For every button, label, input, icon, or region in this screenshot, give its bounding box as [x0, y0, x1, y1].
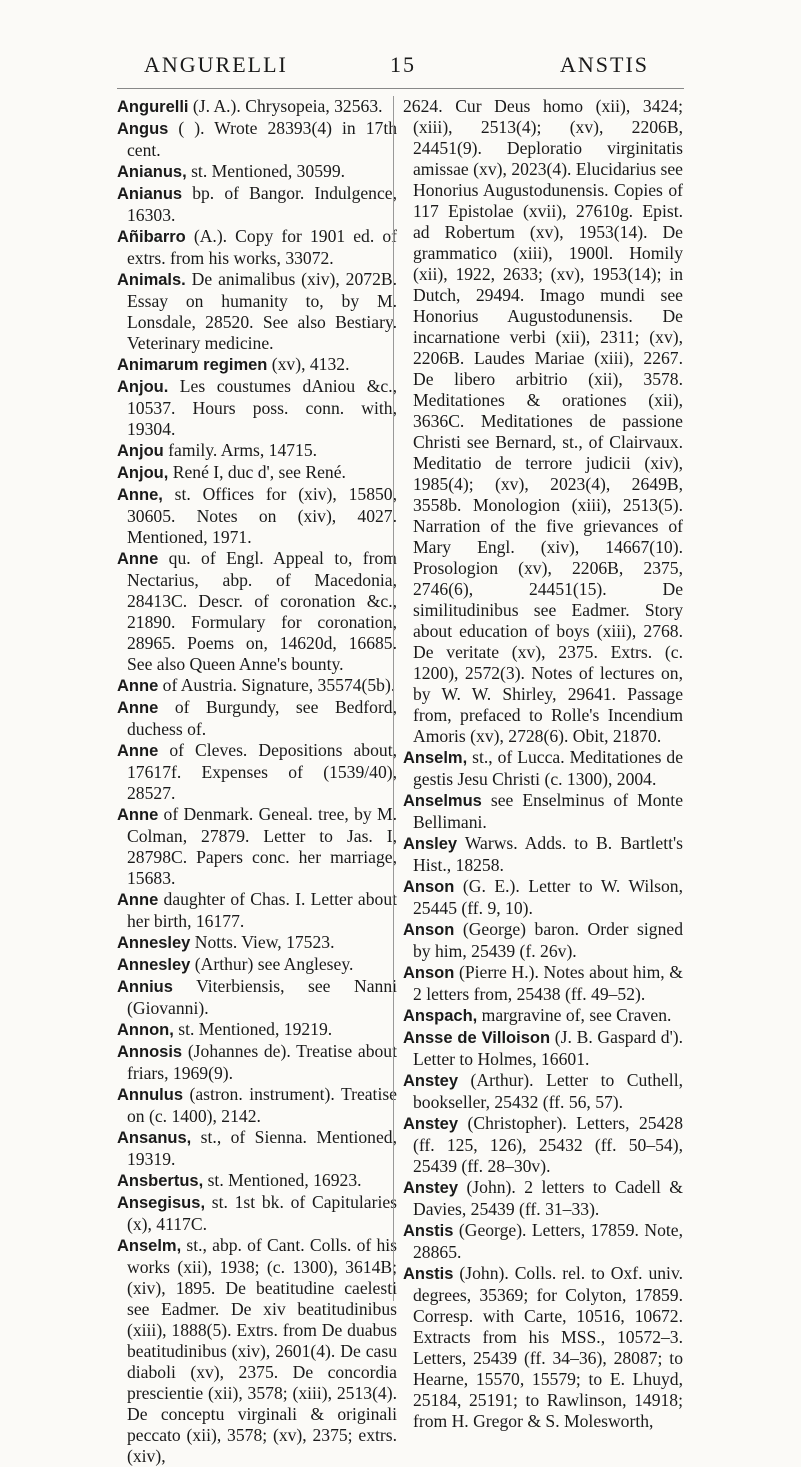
entry-text: (George) baron. Order signed by him, 25439 (f. 26v). [413, 919, 683, 961]
index-entry [403, 1220, 683, 1263]
entry-text: of Burgundy, see Bedford, duchess of. [127, 697, 397, 739]
index-entry [117, 675, 397, 697]
entry-headword: Ansegisus, [117, 1194, 206, 1212]
entry-text: René I, duc d', see René. [168, 462, 346, 482]
entry-text: Warws. Adds. to B. Bartlett's Hist., 18258. [413, 833, 683, 875]
right-column [403, 96, 683, 1432]
entry-headword: Angurelli [117, 98, 189, 116]
entry-headword: Anstis [403, 1222, 454, 1240]
entry-headword: Anjou. [117, 378, 169, 396]
entry-text: ( ). Wrote 28393(4) in 17th cent. [127, 118, 397, 160]
entry-headword: Anstis [403, 1265, 454, 1283]
entry-text: bp. of Bangor. Indulgence, 16303. [127, 183, 397, 225]
entry-headword: Anstey [403, 1072, 459, 1090]
page-number: 15 [390, 52, 416, 77]
entry-text: (J. A.). Chrysopeia, 32563. [188, 96, 383, 116]
column-divider [393, 96, 394, 1301]
entry-text: (G. E.). Letter to W. Wilson, 25445 (ff. 9, 10). [413, 876, 683, 918]
entry-text: st. Offices for (xiv), 15850, 30605. Notes on (xiv), 4027. Mentioned, 1971. [127, 484, 397, 547]
index-entry [117, 932, 397, 954]
entry-headword: Ansanus, [117, 1129, 192, 1147]
entry-text: (George). Letters, 17859. Note, 28865. [413, 1220, 683, 1262]
entry-headword: Anne [117, 806, 159, 824]
entry-text: (Christopher). Letters, 25428 (ff. 125, 126), 25432 (ff. 50–54), 25439 (ff. 28–30v). [413, 1113, 683, 1176]
index-entry [117, 1019, 397, 1041]
entry-headword: Anstey [403, 1115, 459, 1133]
entry-text: (Pierre H.). Notes about him, & 2 letters from, 25438 (ff. 49–52). [413, 962, 683, 1004]
index-entry [117, 96, 397, 118]
index-entry [117, 1041, 397, 1084]
index-entry [117, 161, 397, 183]
entry-headword: Anne, [117, 486, 163, 504]
entry-headword: Annon, [117, 1021, 174, 1039]
entry-headword: Annius [117, 978, 173, 996]
entry-text: (Arthur) see Anglesey. [190, 954, 354, 974]
index-entry [117, 740, 397, 804]
index-entry [117, 697, 397, 740]
index-entry [403, 833, 683, 876]
entry-text: (Johannes de). Treatise about friars, 1969(9). [127, 1041, 397, 1083]
entry-headword: Anne [117, 550, 159, 568]
entry-text: qu. of Engl. Appeal to, from Nectarius, abp. of Macedonia, 28413C. Descr. of coronation &c., 21890. Formulary for coronation, 28965. Poems on, 14620d, 16685. See also Queen Anne's bounty. [127, 548, 397, 674]
entry-headword: Ansley [403, 835, 458, 853]
entry-text: (A.). Copy for 1901 ed. of extrs. from his works, 33072. [127, 226, 397, 268]
entry-text: of Denmark. Geneal. tree, by M. Colman, 27879. Letter to Jas. I, 28798C. Papers conc. her marriage, 15683. [127, 804, 397, 888]
entry-headword: Anselm, [117, 1237, 182, 1255]
index-entry [403, 790, 683, 833]
entry-text: of Austria. Signature, 35574(5b). [158, 675, 396, 695]
entry-text: (John). Colls. rel. to Oxf. univ. degrees, 35369; for Colyton, 17859. Corresp. with Carte, 10516, 10672. Extracts from his MSS., 10572–3. Letters, 25439 (ff. 34–36), 28087; to Hearne, 15570, 15579; to E. Lhuyd, 25184, 25191; to Rawlinson, 14918; from H. Gregor & S. Molesworth, [413, 1263, 683, 1431]
index-entry [117, 226, 397, 269]
entry-headword: Annulus [117, 1086, 183, 1104]
entry-headword: Anson [403, 964, 455, 982]
entry-text: De animalibus (xiv), 2072B. Essay on humanity to, by M. Lonsdale, 28520. See also Bestiary. Veterinary medicine. [127, 269, 397, 353]
entry-text: 2624. Cur Deus homo (xii), 3424; (xiii), 2513(4); (xv), 2206B, 24451(9). Deploratio virginitatis amissae (xv), 2023(4). Elucidarius see Honorius Augustodunensis. Copies of 117 Epistolae (xvii), 27610g. Epist. ad Robertum (xv), 1953(14). De grammatico (xiii), 1900l. Homily (xii), 1922, 2633; (xv), 1953(14); in Dutch, 29494. Imago mundi see Honorius Augustodunensis. De incarnatione verbi (xii), 2311; (xv), 2206B. Laudes Mariae (xiii), 2267. De libero arbitrio (xii), 3578. Meditationes & orationes (xii), 3636C. Meditationes de passione Christi see Bernard, st., of Clairvaux. Meditatio de terrore judicii (xiv), 1985(4); (xv), 2023(4), 2649B, 3558b. Monologion (xiii), 2513(5). Narration of the five grievances of Mary Engl. (xiv), 14667(10). Prosologion (xv), 2206B, 2375, 2746(6), 24451(15). De similitudinibus see Eadmer. Story about education of boys (xiii), 2768. De veritate (xv), 2375. Extrs. (c. 1200), 2572(3). Notes of lectures on, by W. W. Shirley, 29641. Passage from, prefaced to Rolle's Incendium Amoris (xv), 2728(6). Obit, 21870. [403, 96, 683, 746]
index-entry [117, 1192, 397, 1235]
entry-text: Notts. View, 17523. [190, 932, 335, 952]
entry-text: margravine of, see Craven. [477, 1005, 672, 1025]
index-entry [403, 1005, 683, 1027]
entry-headword: Anne [117, 891, 159, 909]
index-entry [117, 183, 397, 226]
entry-text: (John). 2 letters to Cadell & Davies, 25439 (ff. 31–33). [413, 1177, 683, 1219]
index-entry [117, 1127, 397, 1170]
index-entry [117, 976, 397, 1019]
index-entry [117, 354, 397, 376]
index-entry [117, 1235, 397, 1467]
header-left-guideword: ANGURELLI [144, 52, 288, 77]
header-right-guideword: ANSTIS [560, 52, 650, 77]
entry-headword: Anjou [117, 442, 164, 460]
entry-headword: Ansse de Villoison [403, 1029, 551, 1047]
entry-headword: Animarum regimen [117, 356, 268, 374]
index-entry [403, 1177, 683, 1220]
entry-headword: Anjou, [117, 464, 169, 482]
running-header [0, 52, 801, 86]
index-entry [403, 962, 683, 1005]
entry-text: st. 1st bk. of Capitularies (x), 4117C. [127, 1192, 397, 1234]
index-entry [117, 269, 397, 354]
header-rule [117, 88, 684, 89]
entry-headword: Anson [403, 878, 455, 896]
index-entry [117, 889, 397, 932]
index-entry [403, 919, 683, 962]
entry-text: Les coustumes dAniou &c., 10537. Hours poss. conn. with, 19304. [127, 376, 397, 439]
entry-headword: Anne [117, 677, 159, 695]
entry-headword: Annesley [117, 956, 191, 974]
index-entry [403, 876, 683, 919]
entry-text: (J. B. Gaspard d'). Letter to Holmes, 16601. [413, 1027, 683, 1069]
index-entry [117, 484, 397, 548]
entry-headword: Anstey [403, 1179, 459, 1197]
entry-headword: Angus [117, 120, 169, 138]
index-entry [403, 1263, 683, 1432]
entry-text: st., abp. of Cant. Colls. of his works (xii), 1938; (c. 1300), 3614B; (xiv), 1895. De beatitudine caelesti see Eadmer. De xiv beatitudinibus (xiii), 1888(5). Extrs. from De duabus beatitudinibus (xiv), 2601(4). De casu diaboli (xv), 2375. De concordia prescientie (xii), 3578; (xiii), 2513(4). De conceptu virginali & originali peccato (xii), 3578; (xv), 2375; extrs. (xiv), [127, 1235, 397, 1466]
entry-headword: Anson [403, 921, 455, 939]
index-entry [117, 804, 397, 889]
index-entry [117, 440, 397, 462]
entry-headword: Annosis [117, 1043, 183, 1061]
entry-text: Viterbiensis, see Nanni (Giovanni). [127, 976, 397, 1018]
index-entry [403, 1113, 683, 1177]
index-entry [403, 1027, 683, 1070]
entry-headword: Añibarro [117, 228, 186, 246]
index-entry [403, 747, 683, 790]
entry-headword: Anne [117, 742, 159, 760]
entry-headword: Anselmus [403, 792, 482, 810]
index-entry [403, 1070, 683, 1113]
index-entry [117, 1170, 397, 1192]
entry-headword: Anspach, [403, 1007, 478, 1025]
entry-headword: Anianus [117, 185, 183, 203]
entry-text: st., of Sienna. Mentioned, 19319. [127, 1127, 397, 1169]
entry-headword: Anne [117, 699, 159, 717]
entry-text: daughter of Chas. I. Letter about her birth, 16177. [127, 889, 397, 931]
entry-headword: Anianus, [117, 163, 187, 181]
entry-text: st., of Lucca. Meditationes de gestis Jesu Christi (c. 1300), 2004. [413, 747, 683, 789]
entry-text: st. Mentioned, 16923. [203, 1170, 362, 1190]
entry-headword: Animals. [117, 271, 186, 289]
entry-text: st. Mentioned, 19219. [173, 1019, 333, 1039]
entry-text: (xv), 4132. [267, 354, 350, 374]
entry-headword: Anselm, [403, 749, 468, 767]
entry-text: st. Mentioned, 30599. [186, 161, 346, 181]
index-entry [117, 548, 397, 675]
entry-text: (astron. instrument). Treatise on (c. 1400), 2142. [127, 1084, 397, 1126]
index-entry [117, 376, 397, 440]
entry-text: see Enselminus of Monte Bellimani. [413, 790, 683, 832]
index-entry [117, 954, 397, 976]
left-column [117, 96, 397, 1467]
index-entry [403, 96, 683, 747]
index-entry [117, 118, 397, 161]
entry-headword: Annesley [117, 934, 191, 952]
entry-text: of Cleves. Depositions about, 17617f. Expenses of (1539/40), 28527. [127, 740, 397, 803]
index-entry [117, 1084, 397, 1127]
index-entry [117, 462, 397, 484]
entry-text: (Arthur). Letter to Cuthell, bookseller, 25432 (ff. 56, 57). [413, 1070, 683, 1112]
entry-text: family. Arms, 14715. [163, 440, 318, 460]
entry-headword: Ansbertus, [117, 1172, 204, 1190]
